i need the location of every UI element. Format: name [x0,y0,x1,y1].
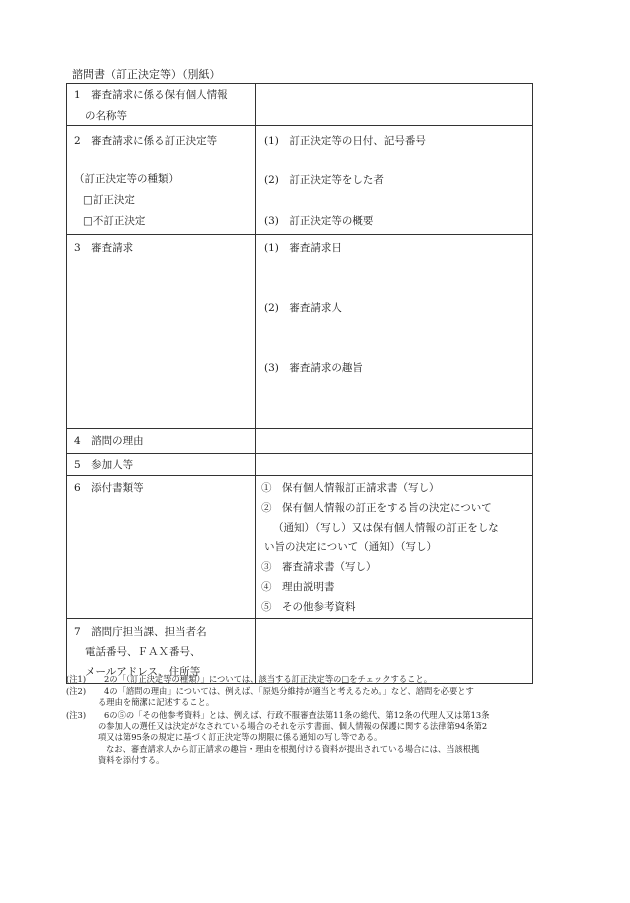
note-label: (注1) [66,674,87,684]
note-2 [66,686,546,710]
row2-item: (3) 訂正決定等の概要 [264,215,374,227]
row3-value-cell [256,235,533,429]
row-review-request [67,235,533,429]
row2-item: (1) 訂正決定等の日付、記号番号 [264,135,426,147]
inquiry-form-table [66,83,533,684]
note-text-line: の参加人の選任又は決定がなされている場合のそれを示す書面、個人情報の保護に関する法律第94条第2 [98,721,488,731]
row5-heading: 5 参加人等 [74,459,134,471]
attachment-line: ④ 理由説明書 [261,581,335,593]
row4-heading: 4 諮問の理由 [74,435,144,447]
note-label: (注3) [66,710,87,720]
row4-label-cell [67,429,256,454]
note-text-line: 項又は第95条の規定に基づく訂正決定等の期限に係る通知の写し等である。 [98,732,383,742]
row3-item: (2) 審査請求人 [264,302,342,314]
note-label: (注2) [66,686,87,696]
correction-decision-checkbox[interactable]: □訂正決定 [83,194,135,206]
row1-value-cell [256,84,533,126]
row2-value-cell [256,126,533,235]
row2-heading: 2 審査請求に係る訂正決定等 [74,135,218,147]
note-text-line: なお、審査請求人から訂正請求の趣旨・理由を根拠付ける資料が提出されている場合には、当該根拠 [106,744,480,754]
non-correction-decision-checkbox[interactable]: □不訂正決定 [83,215,146,227]
row4-value-cell [256,429,533,454]
attachment-line: い旨の決定について（通知）（写し） [264,541,438,553]
decision-kind-label: （訂正決定等の種類） [74,173,179,185]
row1-label-line: 1 審査請求に係る保有個人情報 [74,89,228,101]
note-text-line: 6の⑤の「その他参考資料」とは、例えば、行政不服審査法第11条の総代、第12条の代理人又は第13条 [104,710,490,720]
note-text-line: る理由を簡潔に記述すること。 [98,697,215,707]
note-text-line: 2の「（訂正決定等の種類）」については、該当する訂正決定等の□をチェックすること。 [104,674,432,684]
row-correction-decision [67,126,533,235]
row7-label-line: 7 諮問庁担当課、担当者名 [74,626,207,638]
row3-item: (3) 審査請求の趣旨 [264,362,363,374]
row3-heading: 3 審査請求 [74,242,134,254]
row-attachments [67,476,533,619]
document-title: 諮問書（訂正決定等）（別紙） [72,68,221,81]
row7-label-line: 電話番号、ＦＡＸ番号、 [85,646,201,658]
attachment-line: （通知）（写し）又は保有個人情報の訂正をしな [273,522,499,534]
note-text-line: 4の「諮問の理由」については、例えば、「原処分維持が適当と考えるため。」など、諮問を必要とす [104,686,474,696]
attachment-line: ② 保有個人情報の訂正をする旨の決定について [261,502,492,514]
attachment-line: ① 保有個人情報訂正請求書（写し） [261,482,440,494]
note-text-line: 資料を添付する。 [98,755,165,765]
note-3 [66,710,546,770]
row7-label-line: メールアドレス、住所等 [85,666,201,678]
note-1 [66,674,546,686]
notes-section [66,674,546,770]
row6-label-cell [67,476,256,619]
attachment-line: ⑤ その他参考資料 [261,601,356,613]
row2-label-cell [67,126,256,235]
row-inquiry-reason [67,429,533,454]
row2-item: (2) 訂正決定等をした者 [264,174,384,186]
attachment-line: ③ 審査請求書（写し） [261,561,377,573]
row3-item: (1) 審査請求日 [264,242,342,254]
row6-value-cell [256,476,533,619]
row6-heading: 6 添付書類等 [74,482,144,494]
row5-value-cell [256,454,533,476]
row-retained-info [67,84,533,126]
row-participants [67,454,533,476]
row1-label-line: の名称等 [85,110,127,122]
row1-label-cell [67,84,256,126]
row3-label-cell [67,235,256,429]
row5-label-cell [67,454,256,476]
